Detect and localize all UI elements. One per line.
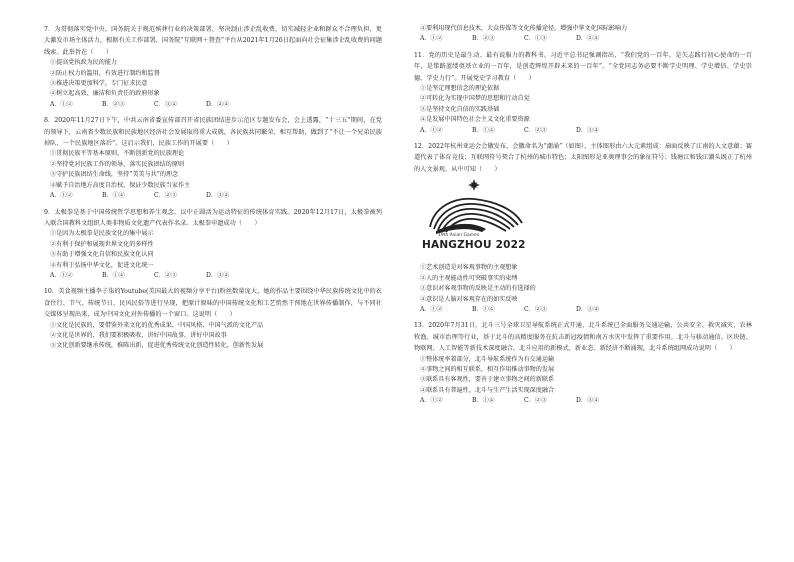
- hangzhou-asian-games-logo: [422, 179, 532, 259]
- answer-a: A．①②: [420, 305, 443, 313]
- question-stem: 12．2022年杭州亚运会会徽发布，会徽命名为“潮涌”（如图），主体图形由六大元素组成：扇面反映了江南的人文意蕴；赛道代表了体育竞技；互联网符号契合了杭州的城市特色；太阳图形是亚奥理事会的象征符号；钱塘江和钱江潮头既正了杭州的人文景观。从中可知（ ）: [414, 143, 752, 173]
- option: ①是因为太极拳是民族文化的集中展示: [50, 230, 154, 238]
- option: ②人的主观能动性可突破事实的束缚: [420, 274, 518, 282]
- option: ②事物之间的相互联系，相互作用推动事物的发展: [420, 365, 555, 373]
- option: ①贯彻民族平等基本原则，不断创新党的民族理论: [50, 150, 185, 158]
- answer-choices: [414, 34, 752, 44]
- answer-choices: [414, 305, 752, 315]
- sun-icon: [468, 179, 480, 191]
- question-10: [44, 286, 382, 351]
- option: ④联系具有普遍性，北斗与生产生活实现深度融合: [420, 386, 555, 394]
- answer-a: A．①②: [420, 397, 443, 405]
- question-7: [44, 24, 382, 110]
- option: ④要利用现代信息技术，大众传媒等文化传播途径，增强中华文化国际影响力: [420, 25, 628, 32]
- option: ④赋予自治地方高度自治权，保证少数民族当家作主: [50, 181, 191, 189]
- answer-d: D．③④: [206, 192, 230, 200]
- logo-emblem-icon: [422, 179, 532, 239]
- question-10-continued: [414, 24, 752, 45]
- answer-b: B．①④: [102, 271, 125, 279]
- answer-choices: [414, 396, 752, 406]
- answer-d: D．②④: [576, 35, 600, 43]
- question-stem: 11．党的历史是最生动、最有说服力的教科书。习近平总书记强调指出，“我们党的一百年，是矢志践行初心使命的一百年，是筚路蓝缕奠基立业的一百年，是创造辉煌开辟未来的一百年”。“全党同志务必要不断学史明理、学史增信、学史崇德、学史力行”。开展党史学习教育（ ）: [414, 51, 752, 82]
- question-stem: 9．太极拳是基于中国传统哲学思想和养生观念，以中正圆活为运动特征的传统体育实践。2020年12月17日，太极拳被列入联合国教科文组织人类非物质文化遗产代表作名录。太极拳申遗成功（ ）: [44, 208, 382, 227]
- question-stem: 13．2020年7月31日，北斗三号全球卫星导航系统正式开通，北斗系统已全面服务交通运输、公共安全、救灾减灾、农林牧渔、城市治理等行业，基于北斗的高精度服务在抗击新冠疫情和南方水灾中发挥了重要作用。北斗与移动通信、区块链、物联网、人工智能等新技术深度融合，北斗应用的新模式、新业态、新经济不断涌现。北斗系统组网成功说明（ ）: [414, 322, 752, 353]
- option: ②有利于保护和展现世界文化的多样性: [50, 240, 154, 248]
- option: ③推进决策更加科学，专门征求民意: [50, 80, 148, 88]
- answer-a: A．①②: [420, 126, 443, 134]
- answer-c: C．②③: [524, 305, 547, 313]
- option: ③是坚持文化自信的实践基础: [420, 105, 500, 113]
- question-12: [414, 141, 752, 315]
- option: ①艺术创造是对客观事物的主观想象: [420, 264, 518, 272]
- logo-title: HANGZHOU 2022: [422, 239, 526, 252]
- option: ④是发展中国特色社会主义文化重要资源: [420, 116, 530, 124]
- answer-a: A．①②: [50, 100, 73, 108]
- answer-c: C．①③: [524, 35, 547, 43]
- answer-d: D．③④: [576, 397, 600, 405]
- answer-c: C．②③: [524, 126, 547, 134]
- answer-c: C．②③: [154, 192, 177, 200]
- question-stem: 8．2020年11月27日下午，中共云南省委宣传部召开省民族团结进步示范区专题发布会，会上透露，“十三五”期间，在党的领导下，云南省少数民族和民族地区经济社会发展取得重大成就，各民族共同繁荣、相互帮助，做到了“不让一个兄弟民族掉队，一个民族地区落后”。这启示我们，民族工作的开展要（ ）: [44, 117, 382, 148]
- option: ④树立起高效、廉洁和负责任的政府形象: [50, 90, 160, 98]
- question-stem: 7．为贯彻落实党中央、国务院关于规范殡葬行业的决策部署，坚决制止涉企乱收费，切实减轻企业和群众不合理负担，更大激发市场主体活力，根据有关工作部署，国务院“互联网＋督查”平台从2021年1月26日起面向社会征集涉企乱收费的问题线索。此举旨在（ ）: [44, 26, 382, 56]
- question-11: [414, 50, 752, 136]
- option: ④有利于弘扬中华文化，促进文化统一: [50, 261, 154, 269]
- answer-b: B．①④: [102, 192, 125, 200]
- option: ③联系具有客观性，要善于建立事物之间的新联系: [420, 376, 555, 384]
- answer-d: D．②④: [206, 100, 230, 108]
- answer-a: A．①②: [420, 35, 443, 43]
- option: ①是坚定理想信念的理论依据: [420, 85, 500, 93]
- answer-d: D．③④: [206, 271, 230, 279]
- question-8: [44, 115, 382, 201]
- answer-c: C．②③: [524, 397, 547, 405]
- answer-b: B．②③: [472, 35, 495, 43]
- answer-c: C．②③: [154, 271, 177, 279]
- option: ④意识是人脑对客观存在的如实反映: [420, 295, 518, 303]
- answer-choices: [44, 271, 382, 281]
- answer-b: B．①④: [472, 126, 495, 134]
- option: ③文化创新要继承传统，推陈出新，促进优秀传统文化创造性转化，创新性发展: [50, 342, 264, 350]
- question-stem: 10．美食视频主播李子柒的Youtube(美国最大的视频分享平台)粉丝数量庞大，她的作品主要围绕中华民族传统文化中的衣食住行、节气、传统节日、民风民俗等进行呈现，把原汁原味的中国传统文化和工艺悄然干预地在世界传播制作，与不同社交媒体呈现出来，成为中国文化对外传播的一个窗口。这说明（ ）: [44, 288, 382, 319]
- answer-b: B．②③: [102, 100, 125, 108]
- answer-a: A．①②: [50, 271, 73, 279]
- answer-d: D．③④: [576, 126, 600, 134]
- answer-a: A．①②: [50, 192, 73, 200]
- answer-choices: [44, 191, 382, 201]
- answer-c: C．③④: [154, 100, 177, 108]
- left-column: [44, 24, 382, 352]
- question-13: [414, 320, 752, 406]
- answer-choices: [44, 100, 382, 110]
- option: ①文化是民族的，要借鉴外来文化的优秀成果，中国风格、中国气派的文化产品: [50, 321, 264, 329]
- option: ②文化是世界的，我们要积极吸收、讲好中国故事，讲好中国故事: [50, 331, 227, 339]
- option: ③有助于增强文化自信和民族文化认同: [50, 251, 154, 259]
- answer-b: B．①④: [472, 305, 495, 313]
- option: ②防止权力的滥用，有效进行制约和监督: [50, 69, 160, 77]
- option: ①提高党执政为民的能力: [50, 59, 118, 67]
- option: ②坚持党对民族工作的领导，落实民族团结的原则: [50, 160, 185, 168]
- answer-choices: [414, 126, 752, 136]
- logo-caption: 19th Asian Games: [438, 233, 480, 239]
- option: ②可转化为实现中国梦的思想和行动自觉: [420, 95, 530, 103]
- answer-b: B．①④: [472, 397, 495, 405]
- answer-d: D．③④: [576, 305, 600, 313]
- option: ③意识对客观事物的反映是主动的有选择的: [420, 285, 536, 293]
- right-column: [414, 24, 752, 407]
- question-9: [44, 207, 382, 282]
- option: ③守护民族团结生命线，坚持“美美与共”的理念: [50, 171, 179, 179]
- option: ①整体统率着部分，北斗导航系统作为有交通运输: [420, 355, 555, 363]
